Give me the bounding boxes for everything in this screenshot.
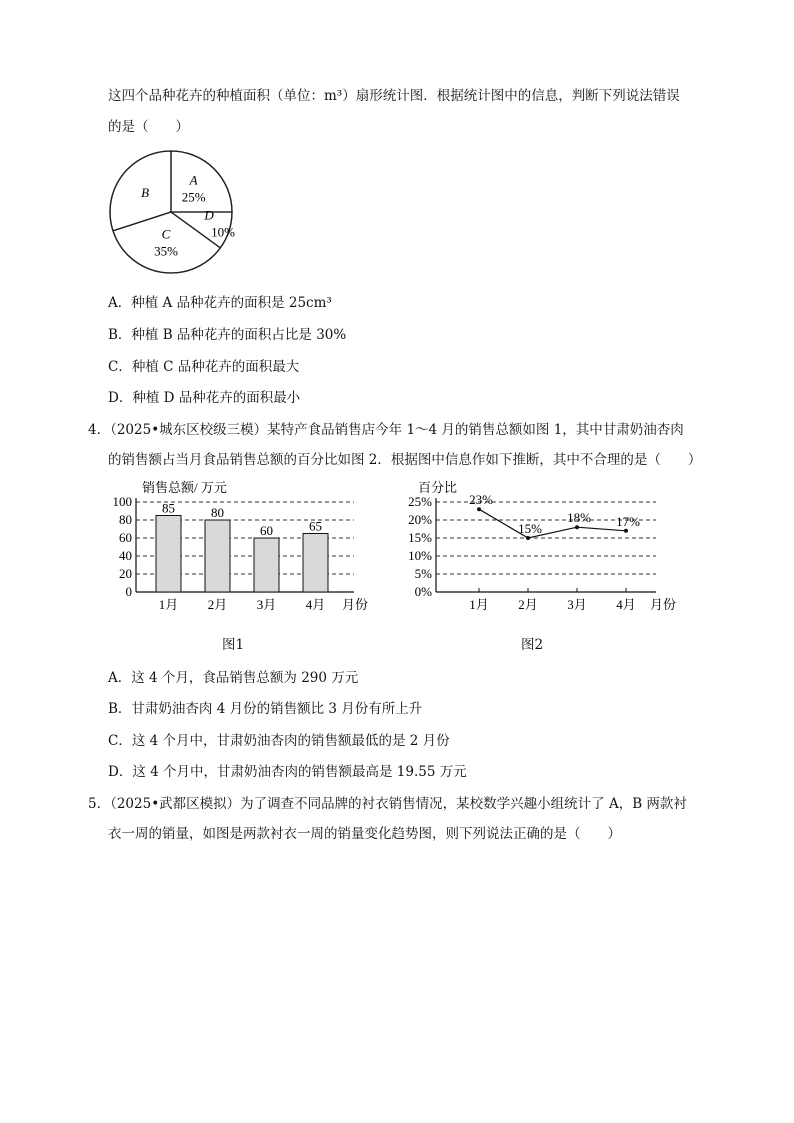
- bar-ytick-label: 60: [119, 530, 132, 545]
- line-value-label: 23%: [469, 492, 493, 508]
- q5-stem-line1: 5．（2025•武都区模拟）为了调查不同品牌的衬衣销售情况，某校数学兴趣小组统计了 A，B 两款衬: [88, 796, 687, 812]
- line-value-label: 17%: [616, 513, 640, 529]
- q4-option-b[interactable]: B．甘肃奶油杏肉 4 月份的销售额比 3 月份有所上升: [108, 701, 423, 717]
- fig1-caption: 图1: [222, 637, 245, 653]
- bar-xtick-label: 1月: [158, 597, 179, 612]
- bar-value-label: 65: [309, 518, 322, 534]
- bar-value-label: 60: [260, 523, 273, 538]
- q3-option-b[interactable]: B．种植 B 品种花卉的面积占比是 30%: [108, 327, 347, 343]
- bar-chart: [104, 478, 369, 612]
- line-xtick-label: 1月: [469, 597, 489, 612]
- line-ytick-label: 0%: [414, 584, 432, 599]
- bar-xtick-label: 3月: [256, 597, 277, 612]
- line-point: [624, 529, 628, 533]
- line-series: [479, 509, 626, 538]
- pie-label-B: B: [141, 185, 150, 201]
- line-ytick-label: 10%: [408, 548, 432, 563]
- line-value-label: 15%: [518, 521, 542, 536]
- q3-stem-line1: 这四个品种花卉的种植面积（单位：m³）扇形统计图．根据统计图中的信息，判断下列说法错误: [108, 88, 680, 104]
- bar-xtick-label: 2月: [207, 597, 228, 612]
- line-ytick-label: 25%: [408, 494, 432, 509]
- bar-value-label: 80: [211, 505, 224, 520]
- line-point: [526, 536, 530, 540]
- bar-ytick-label: 100: [112, 494, 132, 509]
- fig2-caption: 图2: [521, 637, 544, 653]
- q4-option-d[interactable]: D．这 4 个月中，甘肃奶油杏肉的销售额最高是 19.55 万元: [108, 764, 467, 780]
- pie-label-C: C: [161, 226, 171, 242]
- line-ytick-label: 5%: [414, 566, 432, 581]
- bar-1: [156, 516, 181, 593]
- q5-stem-line2: 衣一周的销量，如图是两款衬衣一周的销量变化趋势图，则下列说法正确的是（ ）: [108, 826, 621, 842]
- bar-ytick-label: 40: [119, 548, 132, 563]
- line-point: [477, 507, 481, 511]
- line-point: [575, 525, 579, 529]
- line-ytick-label: 15%: [408, 530, 432, 545]
- q4-option-c[interactable]: C．这 4 个月中，甘肃奶油杏肉的销售额最低的是 2 月份: [108, 733, 450, 749]
- line-xtick-label: 2月: [518, 597, 538, 612]
- bar-ytick-label: 0: [125, 584, 132, 599]
- line-xlabel: 月份: [650, 597, 677, 612]
- q4-option-a[interactable]: A．这 4 个月，食品销售总额为 290 万元: [108, 670, 359, 686]
- line-xtick-label: 3月: [567, 597, 587, 612]
- q3-option-a[interactable]: A．种植 A 品种花卉的面积是 25cm³: [108, 295, 332, 311]
- pie-label-A: A: [189, 172, 198, 188]
- q3-option-c[interactable]: C．种植 C 品种花卉的面积最大: [108, 359, 300, 375]
- bar-value-label: 85: [162, 500, 175, 516]
- line-chart: [398, 478, 688, 612]
- q4-stem-line2: 的销售额占当月食品销售总额的百分比如图 2．根据图中信息作如下推断，其中不合理的是（ ）: [108, 452, 702, 468]
- pie-value-label-C: 35%: [154, 243, 178, 259]
- q3-stem-line2: 的是（ ）: [108, 119, 189, 135]
- line-xtick-label: 4月: [616, 597, 636, 612]
- pie-label-D: D: [204, 207, 214, 223]
- bar-2: [205, 520, 230, 592]
- q3-option-d[interactable]: D．种植 D 品种花卉的面积最小: [108, 390, 301, 406]
- bar-ytick-label: 80: [119, 512, 132, 527]
- q4-stem-line1: 4．（2025•城东区校级三模）某特产食品销售店今年 1～4 月的销售总额如图 1，其中甘肃奶油杏肉: [88, 422, 684, 438]
- pie-value-label-A: 25%: [181, 189, 206, 205]
- line-ylabel: 百分比: [418, 480, 458, 495]
- bar-4: [303, 534, 328, 593]
- pie-chart: [108, 148, 240, 274]
- bar-xlabel: 月份: [342, 597, 369, 612]
- bar-3: [254, 538, 279, 592]
- bar-ylabel: 销售总额/ 万元: [142, 480, 227, 495]
- pie-value-label-D: 10%: [211, 224, 235, 240]
- line-ytick-label: 20%: [408, 512, 432, 527]
- line-value-label: 18%: [567, 510, 591, 526]
- bar-xtick-label: 4月: [305, 597, 326, 612]
- bar-ytick-label: 20: [119, 566, 132, 581]
